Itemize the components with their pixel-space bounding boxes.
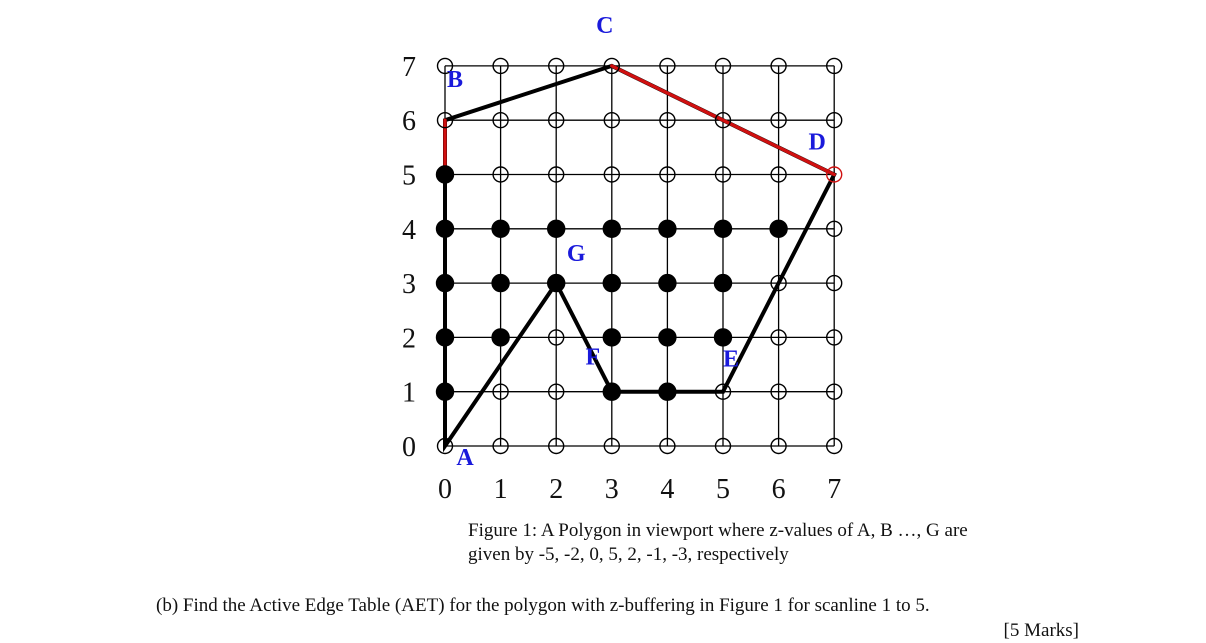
filled-pixel-4-4 bbox=[659, 220, 676, 237]
x-tick-label-6: 6 bbox=[771, 474, 786, 505]
figure-caption-line-2: given by -5, -2, 0, 5, 2, -1, -3, respectively bbox=[468, 544, 789, 565]
filled-pixel-4-3 bbox=[659, 275, 676, 292]
filled-pixel-0-5 bbox=[437, 166, 454, 183]
filled-pixel-3-4 bbox=[603, 220, 620, 237]
filled-pixel-1-2 bbox=[492, 329, 509, 346]
marks-label: [5 Marks] bbox=[1003, 620, 1079, 641]
x-tick-label-1: 1 bbox=[493, 474, 508, 505]
x-tick-label-5: 5 bbox=[716, 474, 730, 505]
filled-pixel-2-4 bbox=[548, 220, 565, 237]
question-text: (b) Find the Active Edge Table (AET) for the polygon with z-buffering in Figure 1 for scanline 1 to 5. bbox=[156, 595, 930, 616]
filled-pixel-0-2 bbox=[437, 329, 454, 346]
x-tick-label-7: 7 bbox=[827, 474, 842, 505]
vertex-label-G: G bbox=[566, 241, 586, 268]
vertex-label-E: E bbox=[722, 346, 740, 373]
filled-pixel-4-2 bbox=[659, 329, 676, 346]
filled-pixel-1-3 bbox=[492, 275, 509, 292]
y-tick-label-5: 5 bbox=[402, 160, 416, 192]
figure-caption bbox=[468, 519, 968, 567]
filled-pixel-6-4 bbox=[770, 220, 787, 237]
x-tick-label-2: 2 bbox=[549, 474, 564, 505]
filled-pixel-5-4 bbox=[715, 220, 732, 237]
vertex-label-A: A bbox=[456, 445, 474, 471]
filled-pixel-5-3 bbox=[715, 275, 732, 292]
y-tick-label-4: 4 bbox=[402, 214, 416, 246]
figure-caption-line-1: Figure 1: A Polygon in viewport where z-values of A, B …, G are bbox=[468, 520, 968, 541]
vertex-label-D: D bbox=[808, 129, 826, 156]
filled-pixel-2-3 bbox=[548, 275, 565, 292]
vertex-labels bbox=[447, 13, 826, 471]
filled-pixel-5-2 bbox=[715, 329, 732, 346]
filled-pixel-0-1 bbox=[437, 383, 454, 400]
vertex-label-F: F bbox=[585, 344, 601, 371]
x-tick-label-4: 4 bbox=[660, 474, 675, 505]
pixel-markers bbox=[437, 58, 842, 453]
polygon-outline bbox=[445, 66, 834, 446]
filled-pixel-0-3 bbox=[437, 275, 454, 292]
grid-lines bbox=[445, 66, 834, 446]
filled-pixel-3-2 bbox=[603, 329, 620, 346]
x-axis-tick-labels bbox=[438, 474, 841, 505]
y-tick-label-2: 2 bbox=[402, 323, 416, 355]
polygon-shape bbox=[445, 66, 834, 446]
vertex-label-C: C bbox=[596, 12, 614, 39]
filled-pixel-1-4 bbox=[492, 220, 509, 237]
y-tick-label-7: 7 bbox=[402, 51, 416, 83]
y-tick-label-0: 0 bbox=[402, 432, 416, 463]
y-tick-label-3: 3 bbox=[402, 269, 416, 301]
x-tick-label-3: 3 bbox=[604, 474, 619, 505]
filled-pixel-0-4 bbox=[437, 220, 454, 237]
vertex-label-B: B bbox=[446, 67, 464, 94]
y-tick-label-6: 6 bbox=[402, 106, 416, 138]
filled-pixel-3-1 bbox=[603, 383, 620, 400]
y-axis-tick-labels bbox=[402, 52, 416, 463]
filled-pixel-3-3 bbox=[603, 275, 620, 292]
filled-pixel-4-1 bbox=[659, 383, 676, 400]
x-tick-label-0: 0 bbox=[438, 474, 452, 505]
y-tick-label-1: 1 bbox=[402, 377, 416, 409]
